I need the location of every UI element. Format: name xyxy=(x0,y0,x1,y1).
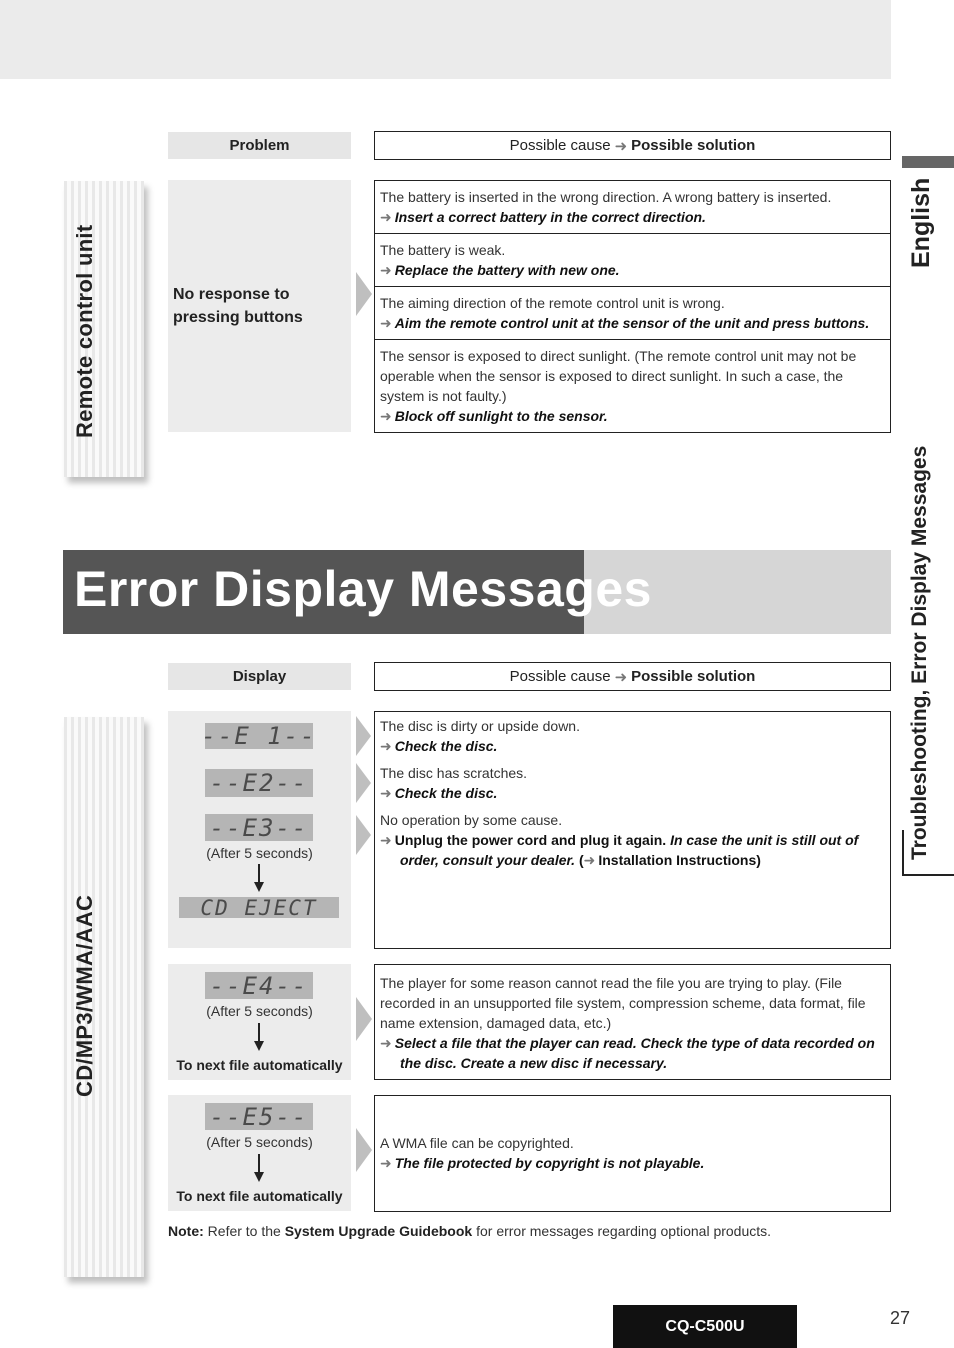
cause-text: The battery is weak. xyxy=(380,242,506,258)
problem-line-2: pressing buttons xyxy=(173,309,303,326)
lcd-e4: --E4-- xyxy=(205,972,313,999)
solution-item xyxy=(380,716,880,763)
lcd-e1: --E 1-- xyxy=(201,722,317,750)
section-marker-line xyxy=(902,874,954,876)
arrow-icon: ➜ xyxy=(380,209,392,225)
display-header: Display xyxy=(168,663,351,690)
solution-row xyxy=(375,181,890,234)
note-label: Note: xyxy=(168,1223,204,1239)
arrow-icon: ➜ xyxy=(380,738,392,754)
down-arrow-head-icon xyxy=(254,882,264,892)
solution-label: Possible solution xyxy=(631,137,756,154)
problem-line-1: No response to xyxy=(173,286,290,303)
solution-label: Possible solution xyxy=(631,668,756,685)
error-solutions-box-3 xyxy=(374,1095,891,1212)
after-5-seconds-note: (After 5 seconds) xyxy=(206,1134,313,1150)
arrow-icon: ➜ xyxy=(614,137,628,155)
cause-text: A WMA file can be copyrighted. xyxy=(380,1135,574,1151)
solution-text: Select a file that the player can read. Check the type of data recorded on the disc. Create a new disc if necessary. xyxy=(394,1035,875,1071)
arrow-icon: ➜ xyxy=(614,668,628,686)
remote-solutions-box xyxy=(374,180,891,433)
solution-text: Block off sunlight to the sensor. xyxy=(394,408,608,424)
pointer-triangle-icon xyxy=(356,716,371,756)
solution-row xyxy=(375,287,890,340)
remote-control-tab-label: Remote control unit xyxy=(72,224,97,438)
cause-text: The battery is inserted in the wrong direction. A wrong battery is inserted. xyxy=(380,189,832,205)
down-arrow-icon xyxy=(258,1023,260,1043)
page-title: Error Display Messages xyxy=(74,561,652,617)
lcd-e3: --E3-- xyxy=(205,814,313,841)
solution-row xyxy=(375,340,890,432)
footnote xyxy=(168,1223,771,1239)
down-arrow-icon xyxy=(258,1154,260,1174)
solution-row xyxy=(375,234,890,287)
arrow-icon: ➜ xyxy=(380,315,392,331)
model-badge: CQ-C500U xyxy=(613,1305,797,1348)
down-arrow-head-icon xyxy=(254,1041,264,1051)
arrow-icon: ➜ xyxy=(583,852,596,868)
error-solutions-box-2 xyxy=(374,964,891,1080)
page-number: 27 xyxy=(890,1308,911,1328)
remote-problem-text xyxy=(173,283,303,329)
solution-text: Unplug the power cord and plug it again. xyxy=(394,832,667,848)
solution-text: Replace the battery with new one. xyxy=(394,262,620,278)
arrow-icon: ➜ xyxy=(380,785,392,801)
solution-text: Check the disc. xyxy=(394,738,498,754)
pointer-triangle-icon xyxy=(356,272,372,316)
pointer-triangle-icon xyxy=(356,763,371,803)
cause-text: The disc has scratches. xyxy=(380,765,528,781)
solution-item xyxy=(380,810,880,870)
solution-item xyxy=(380,763,880,810)
note-guidebook: System Upgrade Guidebook xyxy=(284,1223,473,1239)
cause-text: The player for some reason cannot read the file you are trying to play. (File recorded in an unsupported file system, compression scheme, data format, file name extension, damaged data, etc.) xyxy=(380,975,866,1031)
pointer-triangle-icon xyxy=(356,1128,372,1172)
language-label: English xyxy=(907,177,935,268)
pointer-triangle-icon xyxy=(356,997,372,1041)
lcd-e5: --E5-- xyxy=(205,1103,313,1130)
lcd-e2: --E2-- xyxy=(205,769,313,797)
arrow-icon: ➜ xyxy=(380,832,392,848)
cause-text: The aiming direction of the remote control unit is wrong. xyxy=(380,295,725,311)
solution-text: Insert a correct battery in the correct direction. xyxy=(394,209,706,225)
solution-text: Check the disc. xyxy=(394,785,498,801)
next-file-note: To next file automatically xyxy=(176,1188,343,1204)
note-text-end: for error messages regarding optional products. xyxy=(476,1223,772,1239)
cause-solution-header xyxy=(374,662,891,691)
cause-text: The disc is dirty or upside down. xyxy=(380,718,580,734)
arrow-icon: ➜ xyxy=(380,262,392,278)
cause-text: No operation by some cause. xyxy=(380,812,563,828)
arrow-icon: ➜ xyxy=(380,1155,392,1171)
problem-header: Problem xyxy=(168,132,351,159)
note-text: Refer to the xyxy=(207,1223,281,1239)
cause-label: Possible cause xyxy=(509,137,611,154)
open-paren: ( xyxy=(578,852,584,868)
arrow-icon: ➜ xyxy=(380,1035,392,1051)
language-tab-marker xyxy=(902,156,954,168)
after-5-seconds-note: (After 5 seconds) xyxy=(206,845,313,861)
cause-text: The sensor is exposed to direct sunlight. (The remote control unit may not be operable when the sensor is exposed to direct sunlight. In such a case, the system is not faulty.) xyxy=(380,348,857,404)
section-label: Troubleshooting, Error Display Messages xyxy=(908,445,931,860)
solution-text: The file protected by copyright is not playable. xyxy=(394,1155,705,1171)
section-marker-bar xyxy=(902,830,904,876)
top-banner xyxy=(0,0,891,79)
next-file-note: To next file automatically xyxy=(176,1057,343,1073)
lcd-cd-eject: CD EJECT xyxy=(179,897,339,918)
solution-detail-text: In case the unit is still out of order, consult your dealer. xyxy=(400,832,859,868)
cause-label: Possible cause xyxy=(509,668,611,685)
solution-text: Aim the remote control unit at the sensor of the unit and press buttons. xyxy=(394,315,870,331)
arrow-icon: ➜ xyxy=(380,408,392,424)
pointer-triangle-icon xyxy=(356,815,371,855)
cd-mp3-tab-label: CD/MP3/WMA/AAC xyxy=(72,894,97,1097)
cause-solution-header xyxy=(374,131,891,160)
error-solutions-box-1 xyxy=(374,711,891,949)
down-arrow-icon xyxy=(258,864,260,884)
after-5-seconds-note: (After 5 seconds) xyxy=(206,1003,313,1019)
down-arrow-head-icon xyxy=(254,1172,264,1182)
reference-text: Installation Instructions) xyxy=(598,852,761,868)
